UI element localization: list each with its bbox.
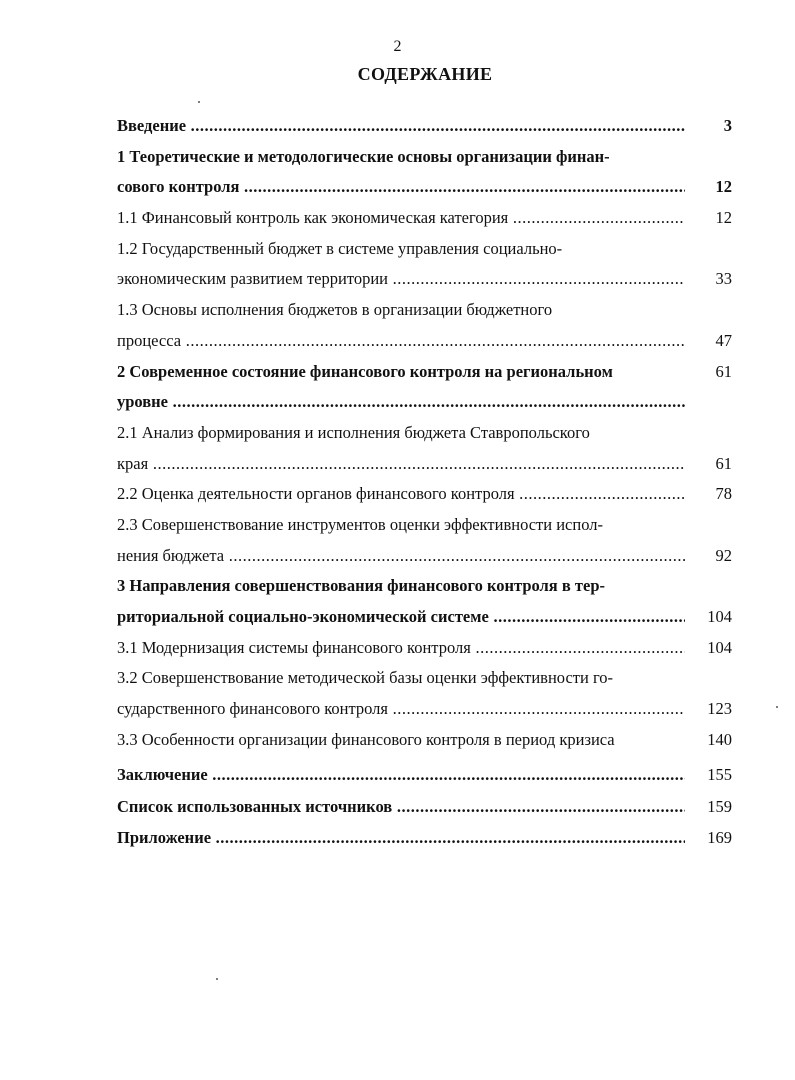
toc-entry-text: Введение ..... — [117, 111, 685, 142]
toc-entry-page: 140 — [707, 729, 732, 749]
scan-speck — [216, 978, 218, 980]
toc-entry-text: 3.3 Особенности организации финансового контроля в период кризиса — [117, 729, 615, 749]
toc-entry-chapter-3-cont — [117, 602, 732, 633]
toc-entry-text: сударственного финансового контроля ..... — [117, 694, 685, 725]
toc-entry-page: 12 — [715, 177, 732, 197]
toc-entry-page: 61 — [715, 453, 732, 473]
toc-entry-3-2-cont — [117, 694, 732, 725]
toc-entry-chapter-3 — [117, 571, 732, 602]
toc-entry-text: 2.1 Анализ формирования и исполнения бюджета Ставропольского — [117, 422, 590, 442]
toc-entry-1-1 — [117, 203, 732, 234]
toc-entry-text: 2 Современное состояние финансового контроля на региональном — [117, 361, 613, 381]
toc-entry-text: 2.3 Совершенствование инструментов оценки эффективности испол- — [117, 514, 603, 534]
toc-entry-page: 159 — [707, 797, 732, 817]
toc-entry-references — [117, 792, 732, 823]
toc-entry-page: 33 — [715, 269, 732, 289]
scan-speck — [776, 706, 778, 708]
toc-entry-text: Список использованных источников ..... — [117, 792, 685, 823]
toc-entry-text: нения бюджета ..... — [117, 541, 685, 572]
toc-entry-chapter-1-cont — [117, 172, 732, 203]
toc-entry-text: 1.1 Финансовый контроль как экономическая категория ..... — [117, 203, 685, 234]
toc-entry-text: Заключение ..... — [117, 758, 685, 792]
toc-entry-2-2 — [117, 479, 732, 510]
toc-entry-1-2 — [117, 234, 732, 265]
toc-entry-text: уровне ..... — [117, 387, 685, 418]
toc-entry-page: 92 — [715, 545, 732, 565]
toc-entry-text: 1 Теоретические и методологические основы организации финан- — [117, 146, 610, 166]
toc-entry-chapter-1 — [117, 142, 732, 173]
toc-entry-text: 1.2 Государственный бюджет в системе управления социально- — [117, 238, 563, 258]
toc-entry-3-2 — [117, 663, 732, 694]
toc-entry-text: процесса ..... — [117, 326, 685, 357]
toc-entry-1-3-cont — [117, 326, 732, 357]
toc-entry-page: 61 — [715, 361, 732, 381]
toc-entry-text: края ..... — [117, 449, 685, 480]
toc-entry-3-3 — [117, 725, 732, 756]
toc-entry-text: сового контроля ..... — [117, 172, 685, 203]
toc-entry-2-1 — [117, 418, 732, 449]
page-number: 2 — [393, 38, 402, 55]
toc-entry-2-1-cont — [117, 449, 732, 480]
toc-entry-text: экономическим развитием территории ..... — [117, 264, 685, 295]
toc-entry-page: 12 — [715, 208, 732, 228]
toc-entry-text: 3 Направления совершенствования финансового контроля в тер- — [117, 576, 605, 596]
toc-entry-text: 2.2 Оценка деятельности органов финансового контроля ..... — [117, 479, 685, 510]
toc-entry-conclusion — [117, 758, 732, 792]
toc-entry-page: 47 — [715, 330, 732, 350]
toc-entry-page: 169 — [707, 828, 732, 848]
toc-entry-1-2-cont — [117, 264, 732, 295]
toc-entry-2-3 — [117, 510, 732, 541]
table-of-contents — [117, 111, 732, 854]
toc-entry-text: 3.1 Модернизация системы финансового контроля ..... — [117, 633, 685, 664]
toc-entry-2-3-cont — [117, 541, 732, 572]
toc-entry-text: риториальной социально-экономической системе ..... — [117, 602, 685, 633]
toc-entry-page: 104 — [707, 607, 732, 626]
toc-entry-page: 104 — [707, 637, 732, 657]
toc-entry-text: 1.3 Основы исполнения бюджетов в организации бюджетного — [117, 300, 553, 320]
toc-entry-page: 3 — [723, 116, 732, 135]
scan-speck — [198, 101, 200, 103]
toc-entry-page: 123 — [707, 699, 732, 719]
toc-entry-page: 78 — [715, 484, 732, 504]
toc-entry-chapter-2 — [117, 357, 732, 388]
toc-entry-appendix — [117, 823, 732, 854]
toc-entry-chapter-2-cont — [117, 387, 732, 418]
toc-entry-page: 155 — [707, 765, 732, 785]
page-title: СОДЕРЖАНИЕ — [357, 64, 493, 84]
toc-entry-3-1 — [117, 633, 732, 664]
toc-entry-1-3 — [117, 295, 732, 326]
toc-entry-introduction — [117, 111, 732, 142]
toc-entry-text: 3.2 Совершенствование методической базы оценки эффективности го- — [117, 668, 614, 688]
toc-entry-text: Приложение ..... — [117, 823, 685, 854]
